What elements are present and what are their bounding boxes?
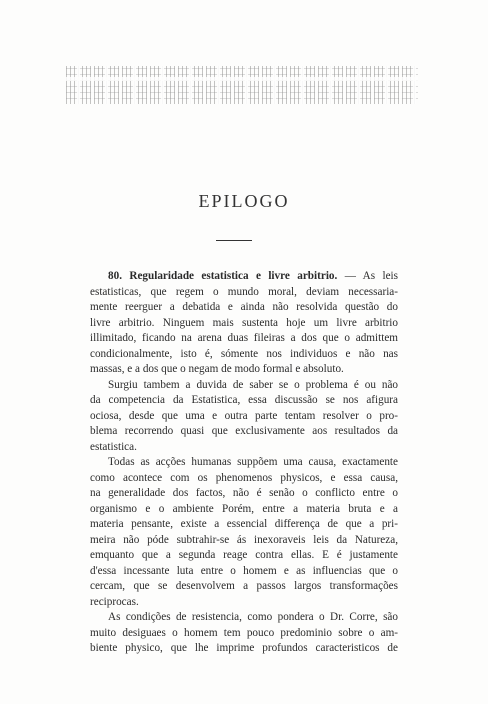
section-heading-continuation: — As leis [344, 270, 398, 282]
text-line: mente reerguer a debatida e ainda não resolvida questão do [90, 301, 398, 313]
text-line: materia pensante, existe a essencial differença de que a pri- [90, 518, 398, 530]
chapter-title: EPILOGO [198, 191, 290, 211]
header-ornament-band [66, 66, 418, 104]
paragraph-4 [90, 610, 398, 657]
paragraph-1 [90, 269, 398, 378]
title-divider-rule [216, 240, 252, 241]
text-line: cercam, que se desenvolvem a passos largos transformações [90, 580, 398, 592]
paragraph-3 [90, 455, 398, 610]
text-line: livre arbitrio. Ninguem mais sustenta hoje um livre arbitrio [90, 316, 398, 329]
text-line: massas, e a dos que o negam de modo formal e absoluto. [90, 363, 344, 375]
text-line: como acontece com os phenomenos physicos, e essa causa, [90, 471, 398, 484]
text-line: Todas as acções humanas suppõem uma causa, exactamente [108, 456, 398, 468]
text-line: da competencia da Estatistica, essa discussão se nos afigura [90, 394, 398, 406]
text-line: reciprocas. [90, 595, 139, 608]
text-line: emquanto que a segunda reage contra ellas. E é justamente [90, 549, 398, 561]
text-line: Surgiu tambem a duvida de saber se o problema é ou não [108, 378, 398, 391]
body-text [90, 269, 398, 657]
text-line: estatisticas, que regem o mundo moral, deviam necessaria- [90, 285, 398, 298]
text-line: ociosa, desde que uma e outra parte tentam resolver o pro- [90, 409, 398, 422]
section-heading: 80. Regularidade estatistica e livre arbitrio. [108, 270, 338, 282]
text-line: organismo e o ambiente Porém, entre a materia bruta e a [90, 502, 398, 515]
text-line: meira não póde subtrahir-se ás inexoraveis leis da Natureza, [90, 533, 398, 546]
text-line: biente physico, que lhe imprime profundos caracteristicos de [90, 642, 398, 654]
text-line: As condições de resistencia, como pondera o Dr. Corre, são [108, 611, 398, 623]
text-line: d'essa incessante luta entre o homem e as influencias que o [90, 564, 398, 577]
text-line: illimitado, ficando na arena duas fileiras a dos que o admittem [90, 332, 398, 344]
text-line: muito desiguaes o homem tem pouco predominio sobre o am- [90, 626, 398, 639]
paragraph-first-line [90, 269, 398, 285]
paragraph-2 [90, 378, 398, 456]
text-line: blema recorrendo quasi que exclusivamente aos resultados da [90, 425, 398, 437]
text-line: estatistica. [90, 440, 137, 453]
text-line: na generalidade dos factos, não é senão o conflicto entre o [90, 487, 398, 499]
text-line: condicionalmente, isto é, sómente nos individuos e não nas [90, 347, 398, 360]
